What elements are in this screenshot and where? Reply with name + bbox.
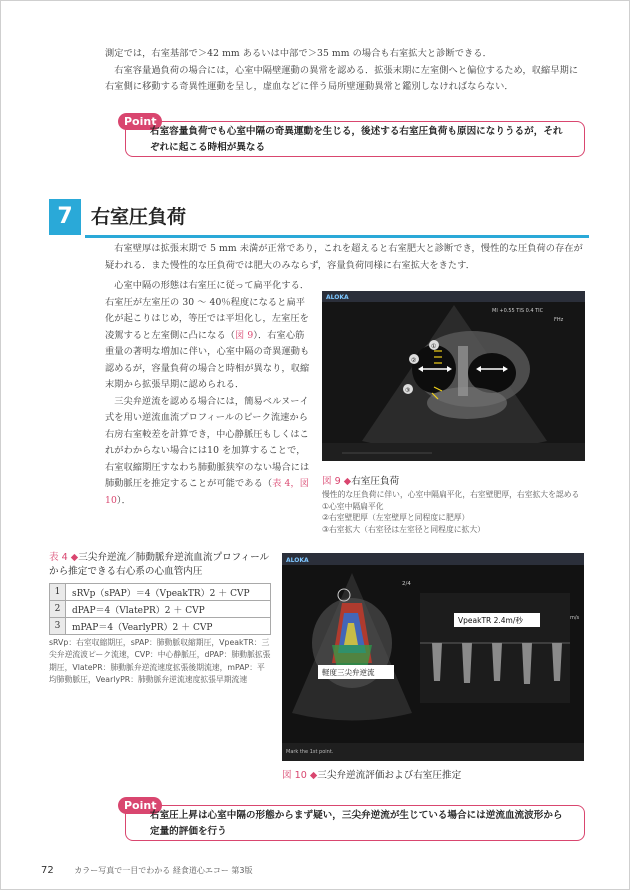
fig10-velocity-label: VpeakTR 2.4m/秒 [458,616,523,625]
table4-label: 表 4 ◆ [49,552,79,563]
fig10-image-svg [282,553,584,761]
body-column [105,278,311,509]
section-rule [85,235,589,238]
book-title: カラー写真で一目でわかる 経食道心エコー 第3版 [74,866,253,875]
fig9-marker2: ② [411,357,417,364]
point-text-2: 右室圧上昇は心室中隔の形態からまず疑い，三尖弁逆流が生じている場合には逆流血流波形から定量的評価を行う [150,810,563,837]
point-tag: Point [118,113,162,130]
page-footer [41,865,252,876]
fig9-topright: MI +0.55 TIS 0.4 TIC [492,308,544,314]
table4-caption [49,551,274,579]
fig10-label: 図 10 ◆ [282,770,318,781]
tbl4-fig10-ref[interactable]: 表 4，図 10 [105,478,310,506]
section-title: 右室圧負荷 [91,206,187,228]
fig10-ultrasound-image [282,553,584,761]
fig9-desc-line: 慢性的な圧負荷に伴い，心室中隔扁平化，右室壁肥厚，右室拡大を認める [322,490,580,499]
fig9-desc-line: ①心室中隔扁平化 [322,501,384,511]
table-row-formula: dPAP＝4（VlatePR）2 ＋ CVP [66,601,271,618]
point-tag: Point [118,797,162,814]
section-number: 7 [49,199,81,235]
table-row-number: 2 [50,601,66,618]
table-row-formula: mPAP＝4（VearlyPR）2 ＋ CVP [66,618,271,635]
fig9-brand: ALOKA [326,294,349,301]
intro-line-2: 右室容量過負荷の場合には，心室中隔壁運動の異常を認める．拡張末期に左室側へと偏位するため，収縮早期に右室側に移動する奇異性運動を呈し，虚血などに伴う局所壁運動異常と鑑別しなければならない． [105,64,579,92]
fig10-unit: m/s [570,615,580,621]
fig10-scale: 2/4 [402,581,411,587]
fig9-title: 右室圧負荷 [351,476,400,487]
table-row [50,584,271,601]
fig9-marker1: ① [431,343,437,350]
point-box-2 [124,799,585,841]
fig10-caption [282,767,461,781]
body-full-text: 右室壁厚は拡張末期で 5 mm 未満が正常であり，これを超えると右室肥大と診断でき，慢性的な圧負荷の存在が疑われる．また慢性的な圧負荷では肥大のみならず，容量負荷同様に右室拡大をきたす． [105,243,583,271]
table-row [50,618,271,635]
section-heading [49,199,589,237]
fig9-ultrasound-image [322,291,585,461]
table-row-formula: sRVp（sPAP）＝4（VpeakTR）2 ＋ CVP [66,584,271,601]
fig9-description [322,489,588,535]
table4 [49,583,271,635]
table-row-number: 1 [50,584,66,601]
point-box-1 [124,115,585,157]
table4-title: 三尖弁逆流／肺動脈弁逆流血流プロフィールから推定できる右心系の心血管内圧 [49,552,270,577]
table4-note: sRVp：右室収縮期圧，sPAP：肺動脈収縮期圧，VpeakTR：三尖弁逆流波ピーク流速，CVP：中心静脈圧，dPAP：肺動脈拡張期圧，VlatePR：肺動脈弁逆流速度拡張後期流速，mPAP：平均肺動脈圧，VearlyPR：肺動脈弁逆流速度拡張早期流速 [49,638,271,685]
fig9-label: 図 9 ◆ [322,476,352,487]
fig9-ref[interactable]: 図 9 [235,329,254,341]
table-row [50,601,271,618]
body-col-p1: 心室中隔の形態は右室圧に従って扁平化する．右室圧が左室圧の 30 ～ 40％程度になると扁平化が起こりはじめ，等圧では平坦化し，左室圧を凌駕すると左室側に凸になる（図 9）．右室心筋重量の著明な増加に伴い，心室中隔の奇異運動も認めるが，容量負荷の場合と時相が異なり，収縮末期から拡張早期に認められる． [105,280,310,390]
intro-text [105,46,585,96]
fig9-desc-line: ②右室壁肥厚（左室壁厚と同程度に肥厚） [322,513,470,522]
point-text-1: 右室容量負荷でも心室中隔の奇異運動を生じる，後述する右室圧負荷も原因になりうるが，それぞれに起こる時相が異なる [150,126,563,153]
fig10-bottom-left: Mark the 1st point. [286,749,334,755]
body-full [105,241,585,274]
intro-line-1: 測定では，右室基部で＞42 mm あるいは中部で＞35 mm の場合も右室拡大と診断できる． [105,48,492,59]
fig9-image-svg [322,291,585,461]
fig10-title: 三尖弁逆流評価および右室圧推定 [317,770,462,781]
fig9-freq: FHz [554,317,564,323]
fig9-marker3: ③ [405,387,411,394]
fig10-tr-label: 軽度三尖弁逆流 [322,668,375,677]
table-row-number: 3 [50,618,66,635]
fig9-desc-line: ③右室拡大（右室径は左室径と同程度に拡大） [322,524,485,534]
fig9-caption [322,473,399,487]
body-col-p2: 三尖弁逆流を認める場合には，簡易ベルヌーイ式を用い逆流血流プロフィールのピーク流速から右房右室較差を計算でき，中心静脈圧もしくはこれがわからない場合には10 を加算することで，右室収縮期圧すなわち肺動脈狭窄のない場合には肺動脈圧を推定することが可能である（表 4，図 10）． [105,395,310,506]
fig10-brand: ALOKA [286,557,309,564]
page-number: 72 [41,865,54,876]
